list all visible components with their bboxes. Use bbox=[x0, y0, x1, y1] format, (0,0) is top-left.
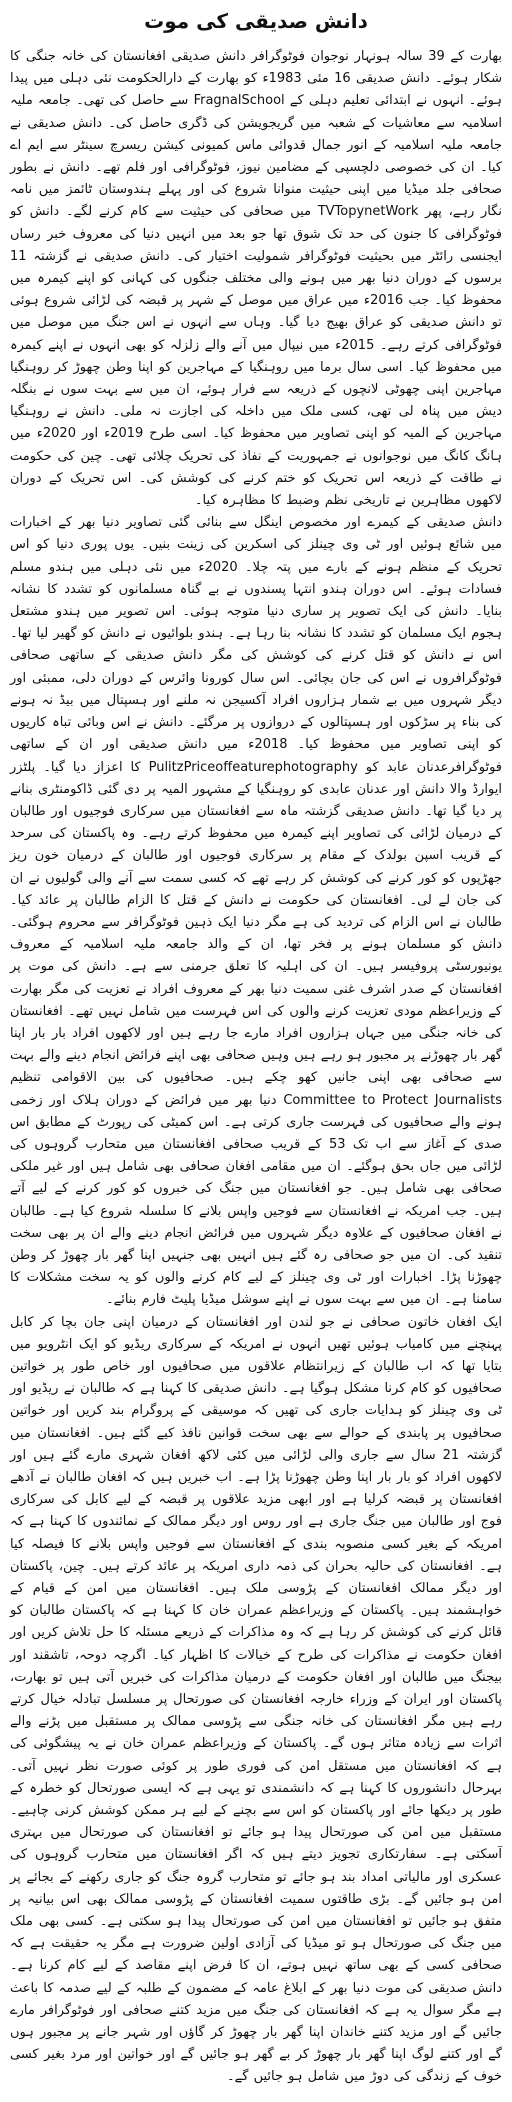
article-paragraph: بھارت کے 39 سالہ ہونہار نوجوان فوٹوگرافر دانش صدیقی افغانستان کی خانہ جنگی کا شکار ہوئے۔ دانش صدیقی 16 مئی 1983ء کو بھارت کے دارالحکومت نئی دہلی میں پیدا ہوئے۔ انہوں نے ابتدائی تعلیم دہلی کے FragnalSchool سے حاصل کی تھی۔ جامعہ ملیہ اسلامیہ سے معاشیات کے شعبہ میں گریجویشن کی ڈگری حاصل کی۔ دانش صدیقی نے جامعہ ملیہ اسلامیہ کے انور جمال قدوائی ماس کمیونی کیشن ریسرچ سینٹر سے ایم اے کیا۔ ان کی خصوصی دلچسپی کے مضامین نیوز، فوٹوگرافی اور فلم تھے۔ دانش نے بطور صحافی جلد میڈیا میں اپنی حیثیت منوانا شروع کی اور پہلے ہندوستان ٹائمز میں نامہ نگار رہے، پھر TVTopynetWork میں صحافی کی حیثیت سے کام کرنے لگے۔ دانش کو فوٹوگرافی کا جنون کی حد تک شوق تھا جو بعد میں انہیں دنیا کی معروف خبر رساں ایجنسی رائٹر میں بحیثیت فوٹوگرافر شمولیت اختیار کی۔ دانش صدیقی نے گزشتہ 11 برسوں کے دوران دنیا بھر میں ہونے والی مختلف جنگوں کی کہانی کو اپنے کیمرہ میں محفوظ کیا۔ جب 2016ء میں عراق میں موصل کے شہر پر قبضہ کی لڑائی شروع ہوئی تو دانش صدیقی کو عراق بھیج دیا گیا۔ وہاں سے انہوں نے اس جنگ میں موصل میں فوٹوگرافی کرتے رہے۔ 2015ء میں نیپال میں آنے والے زلزلہ کو بھی انہوں نے اپنے کیمرہ میں محفوظ کیا۔ اسی سال برما میں روہنگیا کے مہاجرین کو اپنا وطن چھوڑ کر روہنگیا مہاجرین اپنی چھوٹی لانچوں کے ذریعہ سے فرار ہوئے، ان میں سے بہت سوں نے بنگلہ دیش میں پناہ لی تھی، کسی ملک میں داخلہ کی اجازت نہ ملی۔ دانش نے روہنگیا مہاجرین کے المیہ کو اپنی تصاویر میں محفوظ کیا۔ اسی طرح 2019ء اور 2020ء میں ہانگ کانگ میں نوجوانوں نے جمہوریت کے نفاذ کی تحریک چلائی تھی۔ چین کی حکومت نے طاقت کے ذریعہ اس تحریک کو ختم کرنے کی کوشش کی۔ اس تحریک کے دوران لاکھوں مظاہرین نے تاریخی نظم وضبط کا مظاہرہ کیا۔ bbox=[10, 49, 503, 509]
article-paragraph: ایک افغان خاتون صحافی نے جو لندن اور افغانستان کے درمیان اپنی جان بچا کر کابل پہنچنے میں کامیاب ہوئیں تھیں انہوں نے امریکہ کے سرکاری ریڈیو کو ایک انٹرویو میں بتایا تھا کہ اب طالبان کے زیرانتظام علاقوں میں صحافیوں اور خاص طور پر خواتین صحافیوں کو کام کرنا مشکل ہوگیا ہے۔ دانش صدیقی کا کہنا ہے کہ طالبان نے ریڈیو اور ٹی وی چینلز کو ہدایات جاری کی تھیں کہ موسیقی کے پروگرام بند کریں اور خواتین صحافیوں پر پابندی کے حوالے سے بھی سخت قوانین نافذ کیے گئے ہیں۔ افغانستان میں گزشتہ 21 سال سے جاری والی لڑائی میں کئی لاکھ افغان شہری مارے گئے ہیں اور لاکھوں افراد کو بار بار اپنا وطن چھوڑنا پڑا ہے۔ اب خبریں ہیں کہ افغان طالبان نے آدھے افغانستان پر قبضہ کرلیا ہے اور ابھی مزید علاقوں پر قبضہ کے لیے کابل کی سرکاری فوج اور طالبان میں جنگ جاری ہے اور روس اور دیگر ممالک کے نمائندوں کا کہنا ہے کہ امریکہ کے بغیر کسی منصوبہ بندی کے افغانستان سے فوجیں واپس بلانے کا فیصلہ کیا ہے۔ افغانستان کی حالیہ بحران کی ذمہ داری امریکہ پر عائد کرتے ہیں۔ چین، پاکستان اور دیگر ممالک افغانستان کے پڑوسی ملک ہیں۔ افغانستان میں امن کے قیام کے خواہشمند ہیں۔ پاکستان کے وزیراعظم عمران خان کا کہنا ہے کہ پاکستان طالبان کو قائل کرنے کی کوشش کر رہا ہے کہ وہ مذاکرات کے ذریعے مسئلہ کا حل تلاش کریں اور افغان حکومت نے مذاکرات کی طرح کے خیالات کا اظہار کیا۔ اگرچہ دوحہ، تاشقند اور بیجنگ میں طالبان اور افغان حکومت کے درمیان مذاکرات کی خبریں آتی ہیں تو بھارت، پاکستان اور ایران کے وزراء خارجہ افغانستان کی صورتحال پر مسلسل تبادلہ خیال کرتے رہے ہیں مگر افغانستان کی خانہ جنگی سے پڑوسی ممالک پر مستقبل میں پڑنے والے اثرات سے زیادہ متاثر ہوں گے۔ پاکستان کے وزیراعظم عمران خان نے یہ پیشگوئی کی ہے کہ افغانستان میں مستقل امن کی فوری طور پر کوئی صورت نظر نہیں آتی۔ بہرحال دانشوروں کا کہنا ہے کہ دانشمندی تو یہی ہے کہ ایسی صورتحال کو خطرہ کے طور پر دیکھا جائے اور پاکستان کو اس سے بچنے کے لیے ہر ممکن کوشش کرنی چاہیے۔ مستقبل میں امن کی صورتحال پیدا ہو جائے تو افغانستان کی صورتحال میں بہتری آسکتی ہے۔ سفارتکاری تجویز دیتے ہیں کہ اگر افغانستان میں متحارب گروہوں کی عسکری اور مالیاتی امداد بند ہو جائے تو متحارب گروہ جنگ کو جاری رکھنے کے بجائے پر امن ہو جائیں گے۔ بڑی طاقتوں سمیت افغانستان کے پڑوسی ممالک بھی اس بیانیہ پر متفق ہو جائیں تو افغانستان میں امن کی صورتحال پیدا ہو سکتی ہے۔ کسی بھی ملک میں جنگ کی صورتحال ہو تو میڈیا کی آزادی اولین ضرورت ہے مگر یہ حقیقت ہے کہ صحافی کسی کے بھی ساتھ نہیں ہوتے، ان کا فرض اپنے مقاصد کے لیے کام کرنا ہے۔ دانش صدیقی کی موت دنیا بھر کے ابلاغ عامہ کے مضمون کے طلبہ کے لیے صدمہ کا باعث ہے مگر سوال یہ ہے کہ افغانستان کی جنگ میں مزید کتنے صحافی اور فوٹوگرافر مارے جائیں گے اور مزید کتنے خاندان اپنا گھر بار چھوڑ کر گاؤں اور شہر جانے پر مجبور ہوں گے اور کتنے لوگ اپنا گھر بار چھوڑ کر بے گھر ہو جائیں گے اور خواتین اور مرد بغیر کسی خوف کے زندگی کی دوڑ میں شامل ہو جائیں گے۔ bbox=[10, 1314, 502, 2085]
article-title: دانش صدیقی کی موت bbox=[144, 9, 368, 33]
article-body bbox=[10, 46, 502, 2089]
article-paragraph: دانش صدیقی کے کیمرے اور مخصوص اینگل سے بنائی گئی تصاویر دنیا بھر کے اخبارات میں شائع ہوئیں اور ٹی وی چینلز کی اسکرین کی زینت بنیں۔ یوں پوری دنیا کو اس تحریک کے منظم ہونے کے بارے میں پتہ چلا۔ 2020ء میں نئی دہلی میں ہندو مسلم فسادات ہوئے۔ اس دوران ہندو انتہا پسندوں نے بے گناہ مسلمانوں کو تشدد کا نشانہ بنایا۔ دانش کی ایک تصویر پر ساری دنیا متوجہ ہوئی۔ اس تصویر میں ہندو مشتعل ہجوم ایک مسلمان کو تشدد کا نشانہ بنا رہا ہے۔ ہندو بلوائیوں نے دانش کو گھیر لیا تھا۔ اس نے دانش کو قتل کرنے کی کوشش کی مگر دانش صدیقی کے ساتھی صحافی فوٹوگرافروں نے اس کی جان بچائی۔ اس سال کورونا وائرس کے دوران دلی، ممبئی اور دیگر شہروں میں بے شمار ہزاروں افراد آکسیجن نہ ملنے اور ہسپتال میں بیڈ نہ ہونے کی بناء پر سڑکوں اور ہسپتالوں کے دروازوں پر مرگئے۔ دانش نے اس وبائی تباہ کاریوں کو اپنی تصاویر میں محفوظ کیا۔ 2018ء میں دانش صدیقی اور ان کے ساتھی فوٹوگرافرعدنان عابد کو PulitzPriceoffeaturephotography کا اعزاز دیا گیا۔ پلٹزر ایوارڈ والا دانش اور عدنان عابدی کو روہنگیا کے مشہور المیہ پر دی گئی ڈاکومنٹری بنانے پر دیا گیا تھا۔ دانش صدیقی گزشتہ ماہ سے افغانستان میں سرکاری فوجیوں اور طالبان کے درمیان لڑائی کی تصاویر اپنے کیمرہ میں محفوظ کرتے رہے۔ وہ پاکستان کی سرحد کے قریب اسپن بولدک کے مقام پر سرکاری فوجیوں اور طالبان کے درمیان خون ریز جھڑپوں کو کور کرنے کی کوشش کر رہے تھے کہ کسی سمت سے آنے والی گولیوں نے ان کی جان لے لی۔ افغانستان کی حکومت نے دانش کے قتل کا الزام طالبان پر عائد کیا۔ طالبان نے اس الزام کی تردید کی ہے مگر دنیا ایک ذہین فوٹوگرافر سے محروم ہوگئی۔ دانش کو مسلمان ہونے پر فخر تھا، ان کے والد جامعہ ملیہ اسلامیہ کے معروف یونیورسٹی پروفیسر ہیں۔ ان کی اہلیہ کا تعلق جرمنی سے ہے۔ دانش کی موت پر افغانستان کے صدر اشرف غنی سمیت دنیا بھر کے معروف افراد نے تعزیت کی مگر بھارت کے وزیراعظم مودی تعزیت کرنے والوں کی اس فہرست میں شامل نہیں تھے۔ افغانستان کی خانہ جنگی میں جہاں ہزاروں افراد مارے جا رہے ہیں اور لاکھوں افراد بار بار اپنا گھر بار چھوڑنے پر مجبور ہو رہے ہیں وہیں صحافی بھی اپنے فرائض انجام دینے والے بہت سے صحافی بھی اپنی جانیں کھو چکے ہیں۔ صحافیوں کی بین الاقوامی تنظیم Committee to Protect Journalists دنیا بھر میں فرائض کے دوران ہلاک اور زخمی ہونے والے صحافیوں کی فہرست جاری کرتی ہے۔ اس کمیٹی کی رپورٹ کے مطابق اس صدی کے آغاز سے اب تک 53 کے قریب صحافی افغانستان میں متحارب گروہوں کی لڑائی میں جاں بحق ہوگئے۔ ان میں مقامی افغان صحافی بھی شامل ہیں اور غیر ملکی صحافی بھی شامل ہیں۔ جو افغانستان میں جنگ کی خبروں کو کور کرنے کے لیے آتے ہیں۔ جب امریکہ نے افغانستان سے فوجیں واپس بلانے کا سلسلہ شروع کیا ہے۔ طالبان نے افغان صحافیوں کے علاوہ دیگر شہروں میں فرائض انجام دینے والے ان پر بھی سخت تنقید کی۔ ان میں جو صحافی رہ گئے ہیں انہیں بھی جنہیں اپنا گھر بار چھوڑ کر وطن چھوڑنا پڑا۔ اخبارات اور ٹی وی چینلز کے لیے کام کرنے والوں کو یہ سخت مشکلات کا سامنا ہے۔ ان میں سے بہت سوں نے اپنے سوشل میڈیا پلیٹ فارم بنائے۔ bbox=[10, 515, 502, 1308]
